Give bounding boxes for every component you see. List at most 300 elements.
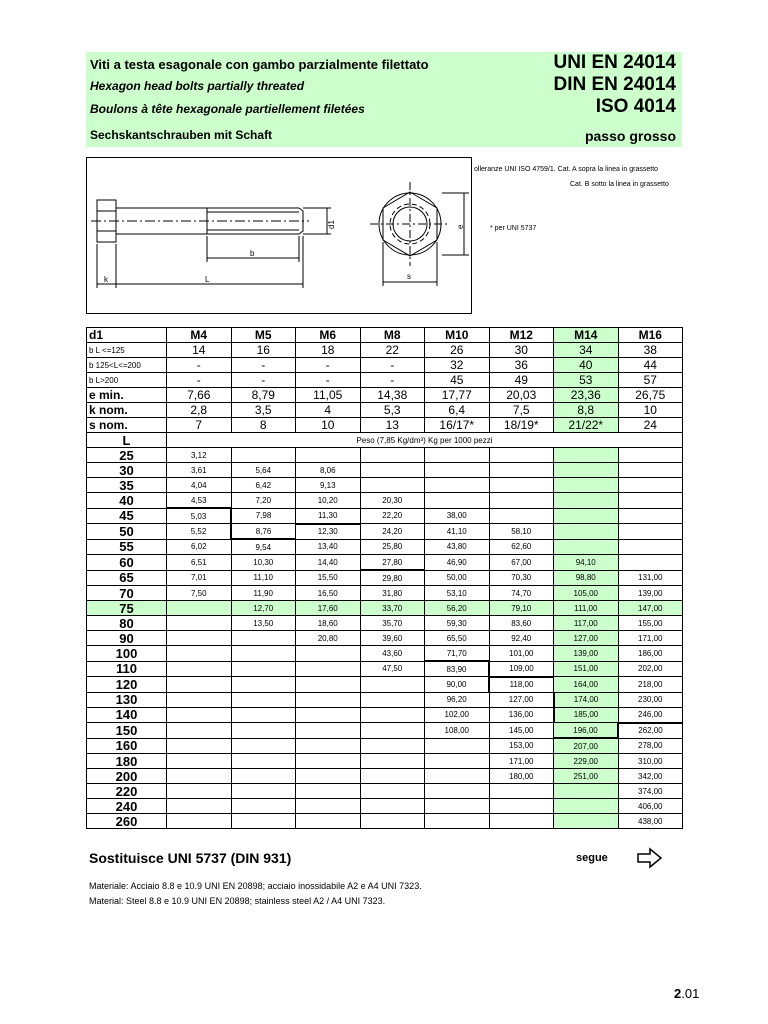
spec-cell: 8,79 [231, 388, 296, 403]
spec-cell: 21/22* [554, 418, 619, 433]
weight-cell [360, 677, 425, 693]
weight-row [87, 754, 683, 769]
length-cell: 110 [87, 661, 167, 677]
length-cell: 80 [87, 616, 167, 631]
weight-cell: 59,30 [425, 616, 490, 631]
weight-cell: 185,00 [554, 707, 619, 723]
weight-cell [618, 555, 683, 571]
spec-cell: 36 [489, 358, 554, 373]
weight-cell: 153,00 [489, 738, 554, 754]
spec-cell: - [360, 373, 425, 388]
weight-cell [296, 707, 361, 723]
weight-cell: 50,00 [425, 570, 490, 586]
weight-cell: 56,20 [425, 601, 490, 616]
weight-cell: 202,00 [618, 661, 683, 677]
weight-cell [554, 493, 619, 509]
standard-din: DIN EN 24014 [553, 74, 676, 95]
weight-cell [618, 478, 683, 493]
weight-row [87, 463, 683, 478]
weight-row [87, 738, 683, 754]
title-french: Boulons à tête hexagonale partiellement filetées [90, 102, 365, 116]
weight-cell [425, 493, 490, 509]
weight-cell: 117,00 [554, 616, 619, 631]
weight-row [87, 601, 683, 616]
weight-cell [231, 631, 296, 646]
spec-cell: 4 [296, 403, 361, 418]
spec-cell: M14 [554, 328, 619, 343]
length-cell: 200 [87, 769, 167, 784]
weight-row [87, 524, 683, 540]
weight-cell: 43,80 [425, 539, 490, 555]
weight-cell: 35,70 [360, 616, 425, 631]
weight-cell: 6,02 [167, 539, 232, 555]
weight-cell: 71,70 [425, 646, 490, 662]
weight-cell: 47,50 [360, 661, 425, 677]
weight-cell: 46,90 [425, 555, 490, 571]
weight-cell: 151,00 [554, 661, 619, 677]
weight-cell [554, 508, 619, 524]
spec-cell: - [167, 358, 232, 373]
spec-cell: 40 [554, 358, 619, 373]
weight-row [87, 677, 683, 693]
spec-cell: 7,5 [489, 403, 554, 418]
weight-cell: 11,10 [231, 570, 296, 586]
weight-cell: 24,20 [360, 524, 425, 540]
weight-cell: 11,90 [231, 586, 296, 601]
weight-cell [425, 463, 490, 478]
weight-cell: 10,20 [296, 493, 361, 509]
weight-cell: 171,00 [489, 754, 554, 769]
weight-cell: 186,00 [618, 646, 683, 662]
weight-cell [489, 784, 554, 799]
weight-cell [296, 646, 361, 662]
weight-cell: 171,00 [618, 631, 683, 646]
weight-cell: 5,03 [167, 508, 232, 524]
spec-cell: M8 [360, 328, 425, 343]
spec-cell: 5,3 [360, 403, 425, 418]
weight-cell: 139,00 [554, 646, 619, 662]
length-cell: 120 [87, 677, 167, 693]
weight-cell: 131,00 [618, 570, 683, 586]
spec-row-label: b 125<L<=200 [87, 358, 167, 373]
weight-cell: 65,50 [425, 631, 490, 646]
weight-cell [167, 646, 232, 662]
weight-cell: 251,00 [554, 769, 619, 784]
weight-cell: 13,50 [231, 616, 296, 631]
weight-row [87, 555, 683, 571]
weight-cell [360, 799, 425, 814]
length-cell: 260 [87, 814, 167, 829]
spec-cell: 17,77 [425, 388, 490, 403]
length-cell: 30 [87, 463, 167, 478]
spec-cell: 16 [231, 343, 296, 358]
weight-cell: 13,40 [296, 539, 361, 555]
spec-cell: M4 [167, 328, 232, 343]
weight-cell: 229,00 [554, 754, 619, 769]
spec-cell: 45 [425, 373, 490, 388]
weight-row [87, 646, 683, 662]
spec-cell: - [296, 373, 361, 388]
weight-row [87, 508, 683, 524]
material-italian: Materiale: Acciaio 8.8 e 10.9 UNI EN 20898; acciaio inossidabile A2 e A4 UNI 7323. [89, 881, 422, 891]
weight-cell [360, 754, 425, 769]
weight-cell: 29,80 [360, 570, 425, 586]
weight-cell [554, 539, 619, 555]
weight-cell: 147,00 [618, 601, 683, 616]
spec-cell: 23,36 [554, 388, 619, 403]
weight-cell: 9,54 [231, 539, 296, 555]
weight-cell [360, 784, 425, 799]
weight-row [87, 493, 683, 509]
weight-row [87, 661, 683, 677]
weight-cell [231, 784, 296, 799]
weight-cell [167, 707, 232, 723]
weight-cell [167, 754, 232, 769]
weight-row [87, 784, 683, 799]
dim-b-label: b [250, 249, 255, 258]
weight-cell [554, 478, 619, 493]
weight-cell: 79,10 [489, 601, 554, 616]
weight-cell: 101,00 [489, 646, 554, 662]
weight-cell: 218,00 [618, 677, 683, 693]
weight-cell [618, 493, 683, 509]
spec-cell: M6 [296, 328, 361, 343]
spec-cell: 7,66 [167, 388, 232, 403]
weight-cell: 9,13 [296, 478, 361, 493]
weight-cell [231, 799, 296, 814]
weight-cell: 41,10 [425, 524, 490, 540]
weight-cell: 8,76 [231, 524, 296, 540]
weight-cell [167, 692, 232, 707]
spec-row-label: d1 [87, 328, 167, 343]
weight-cell [360, 707, 425, 723]
weight-cell [618, 524, 683, 540]
length-cell: 220 [87, 784, 167, 799]
weight-cell [231, 707, 296, 723]
weight-cell [360, 478, 425, 493]
weight-cell [296, 692, 361, 707]
weight-cell: 108,00 [425, 723, 490, 739]
weight-cell [489, 493, 554, 509]
weight-cell: 155,00 [618, 616, 683, 631]
spec-row-label: e min. [87, 388, 167, 403]
weight-cell [425, 799, 490, 814]
spec-cell: 10 [618, 403, 683, 418]
page-number: 2.01 [674, 986, 700, 1001]
weight-cell [296, 814, 361, 829]
weight-cell: 145,00 [489, 723, 554, 739]
weight-cell: 262,00 [618, 723, 683, 739]
spec-row-label: s nom. [87, 418, 167, 433]
spec-cell: 38 [618, 343, 683, 358]
weight-row [87, 616, 683, 631]
material-english: Material: Steel 8.8 e 10.9 UNI EN 20898; stainless steel A2 / A4 UNI 7323. [89, 896, 386, 906]
weight-cell: 10,30 [231, 555, 296, 571]
weight-cell [489, 814, 554, 829]
weight-cell: 8,06 [296, 463, 361, 478]
weight-cell: 18,60 [296, 616, 361, 631]
spec-cell: - [296, 358, 361, 373]
weight-cell: 27,80 [360, 555, 425, 571]
weight-cell [554, 524, 619, 540]
substitutes-note: Sostituisce UNI 5737 (DIN 931) [89, 850, 292, 866]
length-cell: 100 [87, 646, 167, 662]
weight-cell [618, 448, 683, 463]
weight-cell [231, 448, 296, 463]
weight-cell [360, 814, 425, 829]
weight-cell: 310,00 [618, 754, 683, 769]
weight-cell [489, 448, 554, 463]
length-cell: 130 [87, 692, 167, 707]
weight-cell [489, 799, 554, 814]
weight-cell [296, 799, 361, 814]
length-cell: 60 [87, 555, 167, 571]
uni5737-note: * per UNI 5737 [490, 225, 537, 232]
weight-cell [167, 814, 232, 829]
weight-cell [167, 769, 232, 784]
weight-cell: 39,60 [360, 631, 425, 646]
weight-cell: 14,40 [296, 555, 361, 571]
weight-cell: 438,00 [618, 814, 683, 829]
weight-header: Peso (7,85 Kg/dm³) Kg per 1000 pezzi [167, 433, 683, 448]
weight-cell: 102,00 [425, 707, 490, 723]
dim-k-label: k [104, 275, 108, 284]
spec-row-label: b L>200 [87, 373, 167, 388]
weight-cell [554, 784, 619, 799]
spec-row-label: b L <=125 [87, 343, 167, 358]
spec-cell: 53 [554, 373, 619, 388]
weight-cell [360, 692, 425, 707]
weight-row [87, 707, 683, 723]
spec-row [87, 373, 683, 388]
weight-cell: 3,12 [167, 448, 232, 463]
weight-cell [296, 769, 361, 784]
spec-cell: 44 [618, 358, 683, 373]
spec-row [87, 418, 683, 433]
weight-cell: 5,64 [231, 463, 296, 478]
weight-cell [425, 769, 490, 784]
weight-cell: 196,00 [554, 723, 619, 739]
spec-row [87, 388, 683, 403]
length-cell: 240 [87, 799, 167, 814]
weight-cell: 5,52 [167, 524, 232, 540]
weight-row [87, 723, 683, 739]
weight-cell: 11,30 [296, 508, 361, 524]
weight-cell [425, 738, 490, 754]
weight-cell: 12,70 [231, 601, 296, 616]
spec-cell: 13 [360, 418, 425, 433]
length-cell: 35 [87, 478, 167, 493]
spec-cell: 6,4 [425, 403, 490, 418]
thread-pitch: passo grosso [584, 128, 676, 144]
weight-cell: 67,00 [489, 555, 554, 571]
weight-cell [425, 448, 490, 463]
spec-cell: 32 [425, 358, 490, 373]
weight-cell [167, 784, 232, 799]
spec-cell: M16 [618, 328, 683, 343]
length-cell: 55 [87, 539, 167, 555]
spec-cell: 16/17* [425, 418, 490, 433]
weight-cell [167, 601, 232, 616]
spec-cell: 26 [425, 343, 490, 358]
weight-cell: 70,30 [489, 570, 554, 586]
length-cell: 45 [87, 508, 167, 524]
weight-cell: 111,00 [554, 601, 619, 616]
spec-cell: 11,05 [296, 388, 361, 403]
weight-cell: 118,00 [489, 677, 554, 693]
weight-row [87, 478, 683, 493]
weight-cell: 180,00 [489, 769, 554, 784]
weight-cell [231, 754, 296, 769]
weight-cell: 62,60 [489, 539, 554, 555]
weight-cell: 96,20 [425, 692, 490, 707]
spec-cell: 8,8 [554, 403, 619, 418]
standard-uni: UNI EN 24014 [553, 52, 676, 73]
spec-row-label: k nom. [87, 403, 167, 418]
weight-cell [167, 677, 232, 693]
weight-cell [554, 814, 619, 829]
weight-cell [296, 448, 361, 463]
weight-cell: 207,00 [554, 738, 619, 754]
length-cell: 70 [87, 586, 167, 601]
spec-cell: 24 [618, 418, 683, 433]
weight-cell [167, 661, 232, 677]
weight-cell [296, 723, 361, 739]
weight-cell: 7,01 [167, 570, 232, 586]
dim-e-label: e [456, 224, 465, 229]
weight-cell [296, 677, 361, 693]
weight-cell: 6,51 [167, 555, 232, 571]
weight-cell [618, 539, 683, 555]
length-cell: 90 [87, 631, 167, 646]
spec-cell: 18 [296, 343, 361, 358]
weight-row [87, 448, 683, 463]
weight-cell: 278,00 [618, 738, 683, 754]
length-cell: 140 [87, 707, 167, 723]
dim-s-label: s [407, 272, 411, 281]
weight-cell: 174,00 [554, 692, 619, 707]
weight-cell [296, 784, 361, 799]
weight-cell: 15,50 [296, 570, 361, 586]
spec-cell: - [360, 358, 425, 373]
weight-cell: 105,00 [554, 586, 619, 601]
weight-cell: 7,98 [231, 508, 296, 524]
length-cell: 65 [87, 570, 167, 586]
weight-cell [167, 631, 232, 646]
spec-cell: 14 [167, 343, 232, 358]
weight-cell [489, 508, 554, 524]
length-cell: 160 [87, 738, 167, 754]
weight-cell: 7,50 [167, 586, 232, 601]
weight-cell: 4,53 [167, 493, 232, 509]
length-cell: 25 [87, 448, 167, 463]
weight-cell [360, 723, 425, 739]
weight-cell [167, 616, 232, 631]
length-header: L [87, 433, 167, 448]
spec-cell: 8 [231, 418, 296, 433]
spec-cell: M5 [231, 328, 296, 343]
weight-cell: 94,10 [554, 555, 619, 571]
weight-row [87, 799, 683, 814]
weight-cell [425, 784, 490, 799]
weight-cell: 20,80 [296, 631, 361, 646]
dim-d1-label: d1 [327, 220, 336, 229]
spec-cell: 3,5 [231, 403, 296, 418]
spec-cell: 2,8 [167, 403, 232, 418]
weight-cell: 74,70 [489, 586, 554, 601]
weight-cell [231, 661, 296, 677]
weight-cell [554, 799, 619, 814]
tolerance-note-a: olleranze UNI ISO 4759/1. Cat. A sopra la linea in grassetto [474, 166, 659, 173]
weight-cell [167, 799, 232, 814]
weight-cell [360, 463, 425, 478]
weight-cell: 90,00 [425, 677, 490, 693]
weight-cell [360, 448, 425, 463]
weight-cell: 127,00 [489, 692, 554, 707]
weight-cell: 136,00 [489, 707, 554, 723]
weight-row [87, 692, 683, 707]
weight-cell [231, 646, 296, 662]
tolerance-note-b: Cat. B sotto la linea in grassetto [570, 181, 669, 188]
spec-cell: - [231, 358, 296, 373]
weight-cell: 4,04 [167, 478, 232, 493]
bolt-drawing [86, 157, 472, 314]
weight-cell [296, 754, 361, 769]
weight-cell [554, 463, 619, 478]
weight-cell: 92,40 [489, 631, 554, 646]
spec-cell: 30 [489, 343, 554, 358]
title-german: Sechskantschrauben mit Schaft [90, 128, 273, 142]
spec-row [87, 343, 683, 358]
spec-row [87, 403, 683, 418]
weight-cell: 109,00 [489, 661, 554, 677]
spec-cell: M12 [489, 328, 554, 343]
weight-cell: 127,00 [554, 631, 619, 646]
spec-cell: M10 [425, 328, 490, 343]
dim-L-label: L [205, 275, 210, 284]
weight-cell [489, 463, 554, 478]
weight-cell: 3,61 [167, 463, 232, 478]
weight-row [87, 539, 683, 555]
continues-label: segue [576, 852, 608, 864]
weight-cell: 98,80 [554, 570, 619, 586]
weight-cell: 7,20 [231, 493, 296, 509]
title-italian: Viti a testa esagonale con gambo parzialmente filettato [90, 57, 429, 72]
weight-cell [296, 661, 361, 677]
weight-cell: 246,00 [618, 707, 683, 723]
weight-cell [296, 738, 361, 754]
spec-cell: 10 [296, 418, 361, 433]
weight-cell [360, 769, 425, 784]
length-cell: 75 [87, 601, 167, 616]
weight-cell: 406,00 [618, 799, 683, 814]
length-cell: 150 [87, 723, 167, 739]
weight-cell: 16,50 [296, 586, 361, 601]
spec-row [87, 358, 683, 373]
arrow-right-icon[interactable] [636, 847, 664, 869]
weight-cell [618, 508, 683, 524]
weight-cell: 17,60 [296, 601, 361, 616]
weight-cell: 6,42 [231, 478, 296, 493]
weight-cell [425, 814, 490, 829]
weight-cell: 43,60 [360, 646, 425, 662]
weight-cell: 20,30 [360, 493, 425, 509]
weight-cell: 164,00 [554, 677, 619, 693]
title-header [86, 52, 682, 147]
spec-cell: 57 [618, 373, 683, 388]
weight-cell: 83,90 [425, 661, 490, 677]
bolt-diagram [87, 158, 471, 313]
